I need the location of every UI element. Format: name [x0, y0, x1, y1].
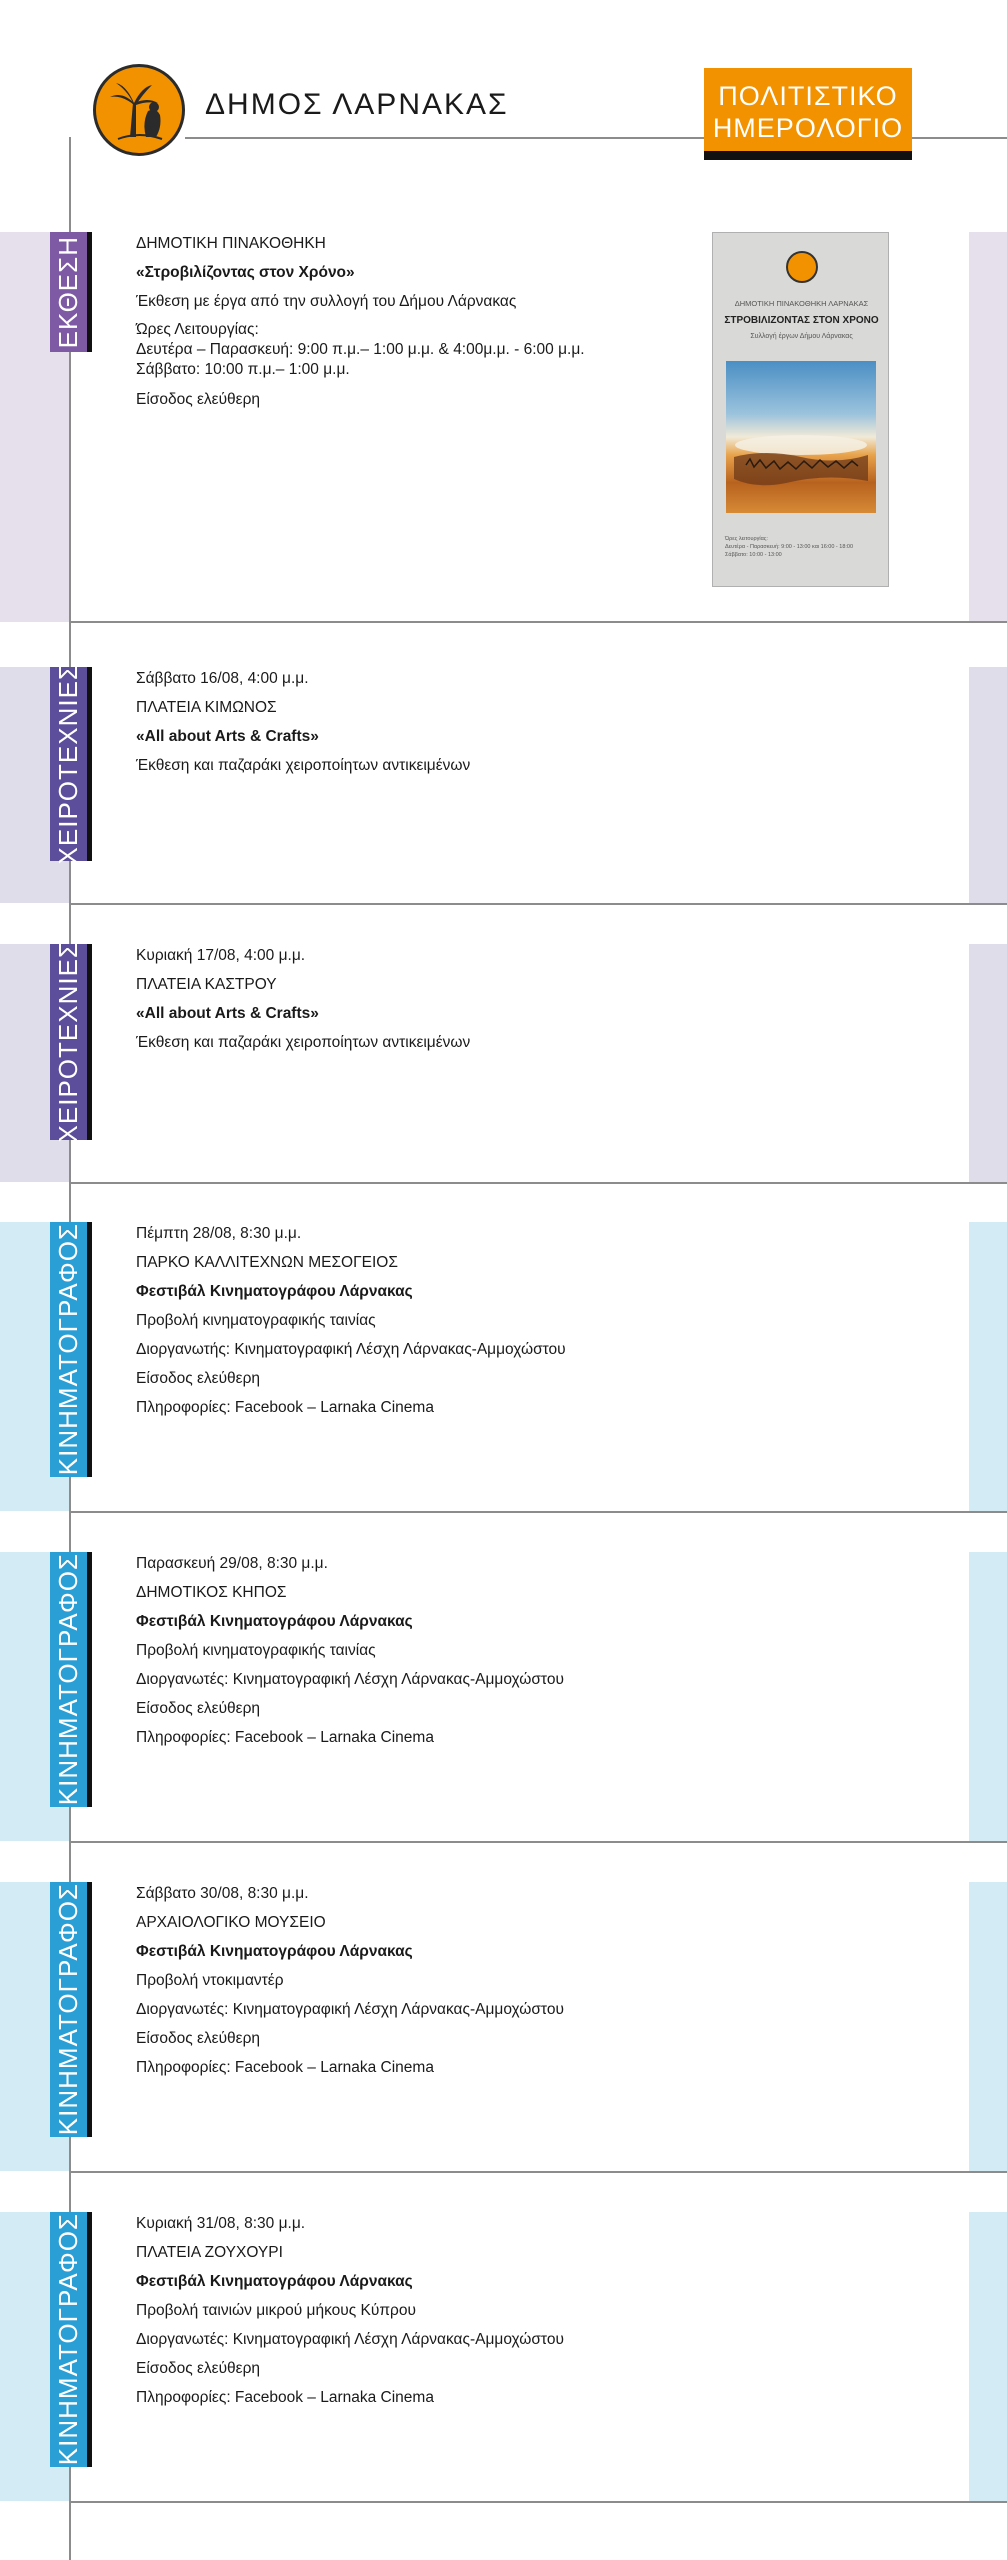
venue: ΠΑΡΚΟ ΚΑΛΛΙΤΕΧΝΩΝ ΜΕΣΟΓΕΙΟΣ [136, 1254, 398, 1271]
right-background [969, 1222, 1007, 1511]
organizer: Διοργανωτές: Κινηματογραφική Λέσχη Λάρνακας-Αμμοχώστου [136, 1671, 564, 1688]
category-text: ΧΕΙΡΟΤΕΧΝΙΕΣ [53, 663, 83, 865]
more-info: Πληροφορίες: Facebook – Larnaka Cinema [136, 1729, 434, 1746]
venue: ΔΗΜΟΤΙΚΗ ΠΙΝΑΚΟΘΗΚΗ [136, 235, 326, 252]
section-divider [69, 1182, 1007, 1184]
event-title: Φεστιβάλ Κινηματογράφου Λάρνακας [136, 1943, 413, 1960]
event-details [136, 1549, 696, 1752]
event-date: Πέμπτη 28/08, 8:30 μ.μ. [136, 1225, 302, 1242]
event-title: Φεστιβάλ Κινηματογράφου Λάρνακας [136, 1613, 413, 1630]
section-divider [69, 1841, 1007, 1843]
more-info: Πληροφορίες: Facebook – Larnaka Cinema [136, 2059, 434, 2076]
entry-info: Είσοδος ελεύθερη [136, 1700, 261, 1717]
municipality-name: ΔΗΜΟΣ ΛΑΡΝΑΚΑΣ [205, 88, 509, 121]
section-divider [69, 903, 1007, 905]
category-label [50, 941, 92, 1143]
event-crafts-1 [0, 663, 1007, 905]
section-divider [69, 2501, 1007, 2503]
badge-line-2: ΗΜΕΡΟΛΟΓΙΟ [712, 113, 904, 143]
description: Έκθεση με έργα από την συλλογή του Δήμου Λάρνακας [136, 293, 517, 310]
section-divider [69, 2171, 1007, 2173]
event-details [136, 664, 696, 780]
description: Προβολή κινηματογραφικής ταινίας [136, 1642, 376, 1659]
hours-label: Ώρες Λειτουργίας: [136, 321, 259, 338]
category-text: ΚΙΝΗΜΑΤΟΓΡΑΦΟΣ [53, 1553, 83, 1806]
event-title: «All about Arts & Crafts» [136, 728, 319, 745]
category-label [50, 1552, 92, 1807]
venue: ΠΛΑΤΕΙΑ ΚΑΣΤΡΟΥ [136, 976, 277, 993]
poster-painting [726, 361, 876, 513]
poster-hours [725, 535, 880, 559]
event-details [136, 941, 696, 1057]
event-date: Κυριακή 17/08, 4:00 μ.μ. [136, 947, 306, 964]
event-date: Σάββατο 30/08, 8:30 μ.μ. [136, 1885, 309, 1902]
category-text: ΚΙΝΗΜΑΤΟΓΡΑΦΟΣ [53, 1223, 83, 1476]
organizer: Διοργανωτής: Κινηματογραφική Λέσχη Λάρνακας-Αμμοχώστου [136, 1341, 566, 1358]
section-divider [69, 621, 1007, 623]
organizer: Διοργανωτές: Κινηματογραφική Λέσχη Λάρνακας-Αμμοχώστου [136, 2001, 564, 2018]
entry-info: Είσοδος ελεύθερη [136, 2030, 261, 2047]
larnaca-municipality-logo [93, 64, 185, 156]
venue: ΔΗΜΟΤΙΚΟΣ ΚΗΠΟΣ [136, 1584, 287, 1601]
event-cinema-1 [0, 1222, 1007, 1513]
hours-saturday: Σάββατο: 10:00 π.μ.– 1:00 μ.μ. [136, 361, 350, 378]
right-background [969, 1552, 1007, 1841]
venue: ΑΡΧΑΙΟΛΟΓΙΚΟ ΜΟΥΣΕΙΟ [136, 1914, 326, 1931]
palm-tree-emblem-icon [96, 67, 182, 153]
event-cinema-4 [0, 2212, 1007, 2503]
right-background [969, 2212, 1007, 2501]
section-divider [69, 1511, 1007, 1513]
event-date: Κυριακή 31/08, 8:30 μ.μ. [136, 2215, 306, 2232]
poster-hours-1: Δευτέρα - Παρασκευή: 9:00 - 13:00 και 16:00 - 18:00 [725, 544, 854, 550]
description: Έκθεση και παζαράκι χειροποίητων αντικειμένων [136, 757, 471, 774]
right-background [969, 232, 1007, 622]
category-label [50, 1882, 92, 2137]
event-title: «All about Arts & Crafts» [136, 1005, 319, 1022]
more-info: Πληροφορίες: Facebook – Larnaka Cinema [136, 2389, 434, 2406]
event-date: Σάββατο 16/08, 4:00 μ.μ. [136, 670, 309, 687]
entry-info: Είσοδος ελεύθερη [136, 1370, 261, 1387]
category-text: ΧΕΙΡΟΤΕΧΝΙΕΣ [53, 941, 83, 1143]
description: Έκθεση και παζαράκι χειροποίητων αντικειμένων [136, 1034, 471, 1051]
venue: ΠΛΑΤΕΙΑ ΚΙΜΩΝΟΣ [136, 699, 277, 716]
poster-logo-icon [786, 251, 818, 283]
event-title: «Στροβιλίζοντας στον Χρόνο» [136, 264, 355, 281]
description: Προβολή κινηματογραφικής ταινίας [136, 1312, 376, 1329]
description: Προβολή ταινιών μικρού μήκους Κύπρου [136, 2302, 416, 2319]
category-label [50, 1222, 92, 1477]
organizer: Διοργανωτές: Κινηματογραφική Λέσχη Λάρνακας-Αμμοχώστου [136, 2331, 564, 2348]
category-label [50, 663, 92, 865]
right-background [969, 667, 1007, 903]
poster-title: ΣΤΡΟΒΙΛΙΖΟΝΤΑΣ ΣΤΟΝ ΧΡΟΝΟ [724, 315, 879, 326]
entry-info: Είσοδος ελεύθερη [136, 391, 261, 408]
exhibition-poster [712, 232, 889, 587]
event-cinema-2 [0, 1552, 1007, 1843]
badge-line-1: ΠΟΛΙΤΙΣΤΙΚΟ [718, 81, 898, 111]
venue: ΠΛΑΤΕΙΑ ΖΟΥΧΟΥΡΙ [136, 2244, 283, 2261]
poster-venue: ΔΗΜΟΤΙΚΗ ΠΙΝΑΚΟΘΗΚΗ ΛΑΡΝΑΚΑΣ [734, 299, 869, 308]
category-text: ΚΙΝΗΜΑΤΟΓΡΑΦΟΣ [53, 2213, 83, 2466]
category-label [50, 232, 92, 352]
hours-weekdays: Δευτέρα – Παρασκευή: 9:00 π.μ.– 1:00 μ.μ. & 4:00μ.μ. - 6:00 μ.μ. [136, 341, 585, 358]
event-crafts-2 [0, 941, 1007, 1184]
poster-hours-label: Ώρες λειτουργίας: [725, 536, 768, 542]
category-label [50, 2212, 92, 2467]
right-background [969, 1882, 1007, 2171]
poster-subtitle: Συλλογή έργων Δήμου Λάρνακας [750, 333, 853, 340]
description: Προβολή ντοκιμαντέρ [136, 1972, 284, 1989]
poster-hours-2: Σάββατο: 10:00 - 13:00 [725, 552, 782, 558]
event-details [136, 2209, 696, 2412]
event-date: Παρασκευή 29/08, 8:30 μ.μ. [136, 1555, 328, 1572]
event-cinema-3 [0, 1882, 1007, 2173]
category-text: ΚΙΝΗΜΑΤΟΓΡΑΦΟΣ [53, 1883, 83, 2136]
entry-info: Είσοδος ελεύθερη [136, 2360, 261, 2377]
cultural-calendar-badge [704, 68, 912, 160]
event-details [136, 1219, 696, 1422]
category-text: ΕΚΘΕΣΗ [53, 235, 83, 349]
opening-hours [136, 320, 696, 380]
more-info: Πληροφορίες: Facebook – Larnaka Cinema [136, 1399, 434, 1416]
right-background [969, 944, 1007, 1182]
event-title: Φεστιβάλ Κινηματογράφου Λάρνακας [136, 1283, 413, 1300]
page-header [0, 0, 1007, 160]
event-details [136, 229, 696, 414]
event-title: Φεστιβάλ Κινηματογράφου Λάρνακας [136, 2273, 413, 2290]
event-details [136, 1879, 696, 2082]
